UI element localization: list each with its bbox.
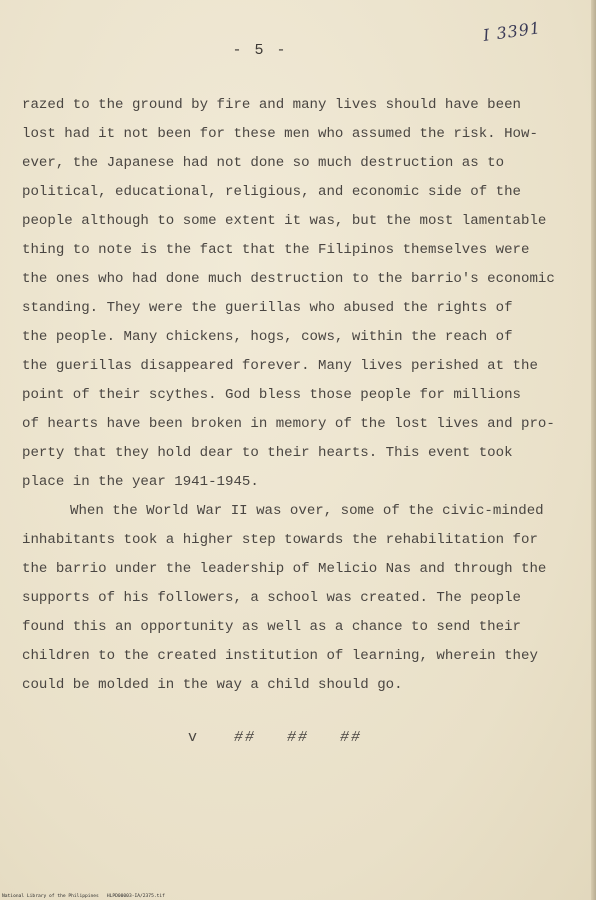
- text-line: razed to the ground by fire and many lives should have been: [22, 97, 521, 113]
- text-line: point of their scythes. God bless those people for millions: [22, 387, 521, 403]
- text-line: the people. Many chickens, hogs, cows, within the reach of: [22, 329, 513, 345]
- text-line: perty that they hold dear to their hearts. This event took: [22, 445, 513, 461]
- text-line: thing to note is the fact that the Filipinos themselves were: [22, 242, 530, 258]
- text-line: inhabitants took a higher step towards the rehabilitation for: [22, 532, 538, 548]
- separator-hash-mark: ##: [340, 729, 363, 746]
- handwritten-mark: I 3391: [481, 18, 543, 45]
- text-line: of hearts have been broken in memory of the lost lives and pro-: [22, 416, 555, 432]
- body-text: [22, 91, 582, 700]
- text-line: could be molded in the way a child should go.: [22, 677, 403, 693]
- text-line: the guerillas disappeared forever. Many lives perished at the: [22, 358, 538, 374]
- separator-v-mark: v: [187, 729, 199, 746]
- text-line: children to the created institution of learning, wherein they: [22, 648, 538, 664]
- text-line: people although to some extent it was, but the most lamentable: [22, 213, 547, 229]
- page-number: - 5 -: [232, 42, 288, 59]
- text-line: lost had it not been for these men who assumed the risk. How-: [22, 126, 538, 142]
- text-line: standing. They were the guerillas who abused the rights of: [22, 300, 513, 316]
- scan-footer: [2, 894, 165, 899]
- text-line: ever, the Japanese had not done so much destruction as to: [22, 155, 505, 171]
- footer-file-id: HLPD00003-IA/2375.tif: [106, 894, 165, 899]
- separator-hash-mark: ##: [287, 729, 310, 746]
- footer-library: National Library of the Philippines: [2, 894, 99, 899]
- text-line: political, educational, religious, and economic side of the: [22, 184, 521, 200]
- page-edge: [591, 0, 596, 900]
- text-line: the barrio under the leadership of Melicio Nas and through the: [22, 561, 547, 577]
- text-line: place in the year 1941-1945.: [22, 474, 259, 490]
- text-line: supports of his followers, a school was created. The people: [22, 590, 521, 606]
- separator-hash-mark: ##: [233, 729, 256, 746]
- text-line: found this an opportunity as well as a chance to send their: [22, 619, 521, 635]
- text-line: When the World War II was over, some of the civic-minded: [70, 503, 544, 519]
- end-separator: [0, 729, 560, 746]
- text-line: the ones who had done much destruction to the barrio's economic: [22, 271, 555, 287]
